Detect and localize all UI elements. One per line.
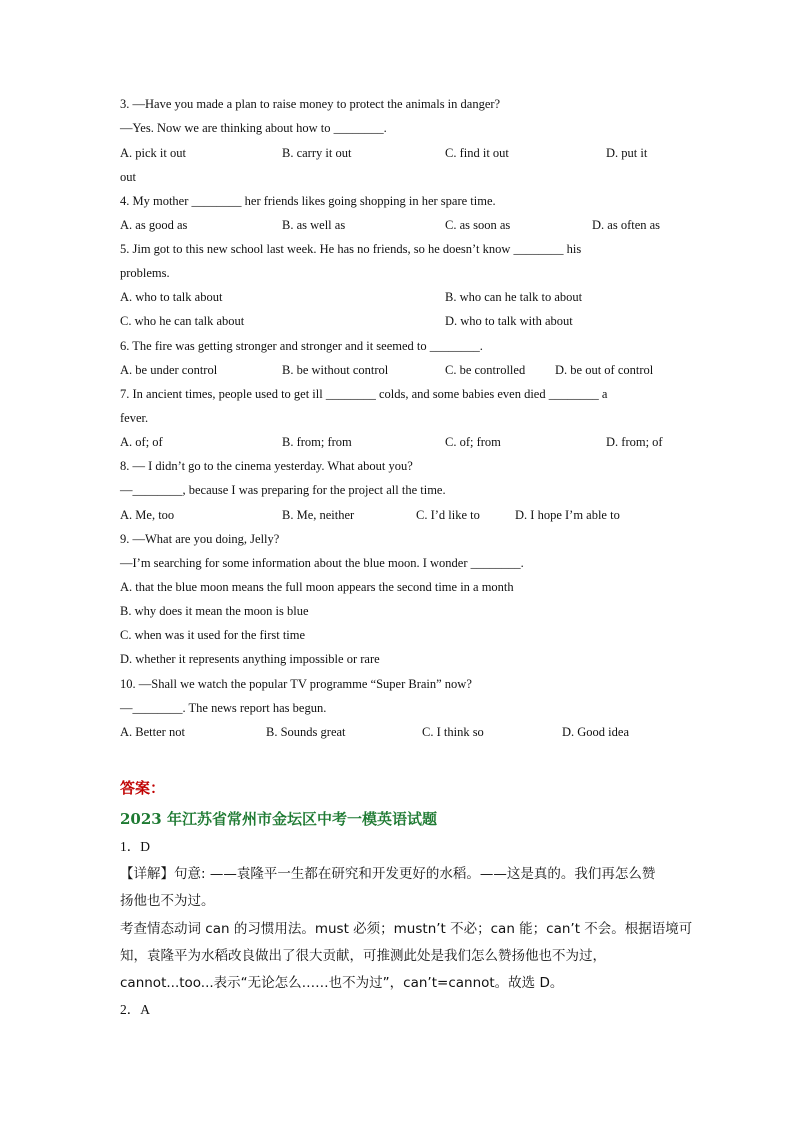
q4-stem: 4. My mother ________ her friends likes going shopping in her spare time. xyxy=(120,194,496,208)
q4-option-b: B. as well as xyxy=(282,218,346,232)
q8-stem: 8. — I didn’t go to the cinema yesterday. What about you? xyxy=(120,459,413,473)
q6-option-c: C. be controlled xyxy=(445,363,526,377)
q6-option-d: D. be out of control xyxy=(555,363,654,377)
q4-option-d: D. as often as xyxy=(592,218,661,232)
q7-stem: 7. In ancient times, people used to get ill ________ colds, and some babies even died ________ a xyxy=(120,387,608,401)
q3-stem: 3. —Have you made a plan to raise money to protect the animals in danger? xyxy=(120,97,501,111)
q3-option-d: D. put it xyxy=(606,146,648,160)
answer-1-explanation-line: 【详解】句意: ——袁隆平一生都在研究和开发更好的水稻。——这是真的。我们再怎么赞 xyxy=(120,866,656,882)
q3-reply: —Yes. Now we are thinking about how to ________. xyxy=(120,121,387,135)
q7-stem-continued: fever. xyxy=(120,411,149,425)
q8-reply: —________, because I was preparing for the project all the time. xyxy=(120,483,446,497)
q8-option-c: C. I’d like to xyxy=(416,508,480,522)
q5-stem-continued: problems. xyxy=(120,266,170,280)
q5-option-c: C. who he can talk about xyxy=(120,314,245,328)
answers-heading: 答案： xyxy=(120,779,166,797)
q10-stem: 10. —Shall we watch the popular TV programme “Super Brain” now? xyxy=(120,677,472,691)
q9-reply: —I’m searching for some information about the blue moon. I wonder ________. xyxy=(120,556,524,570)
q10-reply: —________. The news report has begun. xyxy=(120,701,327,715)
answer-1-number: 1．D xyxy=(120,839,150,854)
q3-option-d-wrap: out xyxy=(120,170,136,184)
q8-option-d: D. I hope I’m able to xyxy=(515,508,620,522)
answer-1-explanation-line: 扬他也不为过。 xyxy=(120,893,215,909)
q7-option-c: C. of; from xyxy=(445,435,501,449)
q4-option-a: A. as good as xyxy=(120,218,188,232)
answer-2-number: 2．A xyxy=(120,1002,150,1017)
q9-option-b: B. why does it mean the moon is blue xyxy=(120,604,309,618)
q9-option-c: C. when was it used for the first time xyxy=(120,628,306,642)
q3-option-c: C. find it out xyxy=(445,146,509,160)
q4-option-c: C. as soon as xyxy=(445,218,511,232)
q7-option-d: D. from; of xyxy=(606,435,663,449)
q6-option-b: B. be without control xyxy=(282,363,389,377)
q9-option-a: A. that the blue moon means the full moon appears the second time in a month xyxy=(120,580,514,594)
q9-stem: 9. —What are you doing, Jelly? xyxy=(120,532,280,546)
q10-option-d: D. Good idea xyxy=(562,725,629,739)
q3-option-b: B. carry it out xyxy=(282,146,352,160)
answer-1-explanation-line: 知，袁隆平为水稻改良做出了很大贡献，可推测此处是我们怎么赞扬他也不为过， xyxy=(120,948,606,964)
q5-option-b: B. who can he talk to about xyxy=(445,290,583,304)
q7-option-b: B. from; from xyxy=(282,435,352,449)
q5-option-d: D. who to talk with about xyxy=(445,314,573,328)
answer-1-explanation-line: cannot...too...表示“无论怎么……也不为过”，can’t=cannot。故选 D。 xyxy=(120,975,564,991)
q5-option-a: A. who to talk about xyxy=(120,290,223,304)
q8-option-a: A. Me, too xyxy=(120,508,175,522)
q10-option-a: A. Better not xyxy=(120,725,185,739)
q8-option-b: B. Me, neither xyxy=(282,508,355,522)
answers-exam-title: 2023 年江苏省常州市金坛区中考一模英语试题 xyxy=(120,810,437,828)
q5-stem: 5. Jim got to this new school last week. He has no friends, so he doesn’t know ________ his xyxy=(120,242,582,256)
q10-option-b: B. Sounds great xyxy=(266,725,346,739)
q10-option-c: C. I think so xyxy=(422,725,484,739)
q6-stem: 6. The fire was getting stronger and stronger and it seemed to ________. xyxy=(120,339,483,353)
q6-option-a: A. be under control xyxy=(120,363,218,377)
q9-option-d: D. whether it represents anything impossible or rare xyxy=(120,652,380,666)
q3-option-a: A. pick it out xyxy=(120,146,186,160)
q7-option-a: A. of; of xyxy=(120,435,163,449)
answer-1-explanation-line: 考查情态动词 can 的习惯用法。must 必须；mustn’t 不必；can 能；can’t 不会。根据语境可 xyxy=(120,921,693,937)
